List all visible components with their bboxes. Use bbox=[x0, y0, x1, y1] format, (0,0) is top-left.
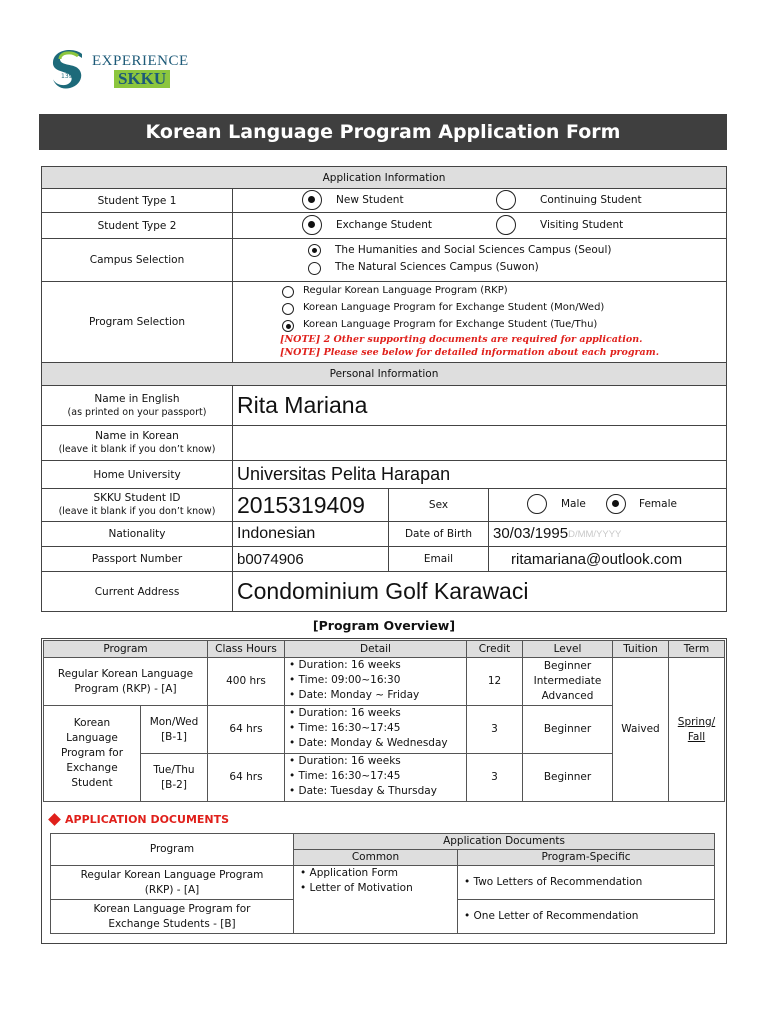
dob-input[interactable] bbox=[488, 521, 727, 547]
tuethu-detail: • Duration: 16 weeks • Time: 16:30~17:45 • Date: Tuesday & Thursday bbox=[284, 753, 467, 802]
home-university-label: Home University bbox=[41, 460, 233, 489]
docs-col-common: Common bbox=[293, 849, 458, 866]
docs-specific-exchange: • One Letter of Recommendation bbox=[457, 899, 715, 934]
nationality-input[interactable]: Indonesian bbox=[232, 521, 389, 547]
tuition-cell: Waived bbox=[612, 657, 669, 802]
col-program: Program bbox=[43, 640, 208, 658]
col-level: Level bbox=[522, 640, 613, 658]
rkp-program-cell: Regular Korean Language Program (RKP) - [A] bbox=[43, 657, 208, 706]
docs-row-rkp: Regular Korean Language Program (RKP) - [A] bbox=[50, 865, 294, 900]
monwed-detail: • Duration: 16 weeks • Time: 16:30~17:45 • Date: Monday & Wednesday bbox=[284, 705, 467, 754]
continuing-student-radio[interactable] bbox=[496, 190, 516, 210]
docs-specific-rkp: • Two Letters of Recommendation bbox=[457, 865, 715, 900]
application-info-header: Application Information bbox=[41, 166, 727, 189]
sex-label: Sex bbox=[388, 488, 489, 522]
rkp-program-label: Regular Korean Language Program (RKP) bbox=[303, 285, 508, 296]
program-note-2: [NOTE] Please see below for detailed information about each program. bbox=[280, 347, 660, 358]
svg-text:1398: 1398 bbox=[61, 73, 77, 80]
continuing-student-label: Continuing Student bbox=[540, 194, 642, 206]
address-label: Current Address bbox=[41, 571, 233, 612]
tuethu-hours: 64 hrs bbox=[207, 753, 285, 802]
tuethu-credit: 3 bbox=[466, 753, 523, 802]
col-detail: Detail bbox=[284, 640, 467, 658]
skku-emblem-icon bbox=[48, 48, 90, 90]
personal-info-header: Personal Information bbox=[41, 362, 727, 386]
passport-input[interactable]: b0074906 bbox=[232, 546, 389, 572]
address-input[interactable]: Condominium Golf Karawaci bbox=[232, 571, 727, 612]
skku-logo bbox=[48, 48, 198, 94]
docs-col-program: Program bbox=[50, 833, 294, 866]
seoul-campus-label: The Humanities and Social Sciences Campus (Seoul) bbox=[335, 244, 612, 256]
female-radio[interactable] bbox=[606, 494, 626, 514]
student-id-label: SKKU Student ID (leave it blank if you don’t know) bbox=[41, 488, 233, 522]
tuethu-program-radio[interactable] bbox=[282, 320, 294, 332]
email-input[interactable]: ritamariana@outlook.com bbox=[488, 546, 727, 572]
dob-placeholder: D/MM/YYYY bbox=[568, 529, 622, 540]
docs-row-exchange: Korean Language Program for Exchange Students - [B] bbox=[50, 899, 294, 934]
home-university-input[interactable]: Universitas Pelita Harapan bbox=[232, 460, 727, 489]
dob-value: 30/03/1995 bbox=[493, 525, 569, 542]
suwon-campus-radio[interactable] bbox=[308, 262, 321, 275]
new-student-label: New Student bbox=[336, 194, 404, 206]
monwed-program-radio[interactable] bbox=[282, 303, 294, 315]
passport-label: Passport Number bbox=[41, 546, 233, 572]
col-term: Term bbox=[668, 640, 725, 658]
docs-col-specific: Program-Specific bbox=[457, 849, 715, 866]
campus-selection-label: Campus Selection bbox=[41, 238, 233, 282]
visiting-student-radio[interactable] bbox=[496, 215, 516, 235]
new-student-radio[interactable] bbox=[302, 190, 322, 210]
rkp-hours: 400 hrs bbox=[207, 657, 285, 706]
monwed-hours: 64 hrs bbox=[207, 705, 285, 754]
student-id-input[interactable]: 2015319409 bbox=[232, 488, 389, 522]
dob-label: Date of Birth bbox=[388, 521, 489, 547]
docs-col-application-documents: Application Documents bbox=[293, 833, 715, 850]
tuethu-level: Beginner bbox=[522, 753, 613, 802]
suwon-campus-label: The Natural Sciences Campus (Suwon) bbox=[335, 261, 539, 273]
col-tuition: Tuition bbox=[612, 640, 669, 658]
logo-text-skku: SKKU bbox=[114, 70, 170, 88]
col-hours: Class Hours bbox=[207, 640, 285, 658]
rkp-credit: 12 bbox=[466, 657, 523, 706]
exchange-program-cell: Korean Language Program for Exchange Student bbox=[43, 705, 141, 802]
form-title: Korean Language Program Application Form bbox=[39, 114, 727, 150]
term-cell: Spring/ Fall bbox=[668, 657, 725, 802]
nationality-label: Nationality bbox=[41, 521, 233, 547]
rkp-level: Beginner Intermediate Advanced bbox=[522, 657, 613, 706]
female-label: Female bbox=[639, 498, 677, 510]
rkp-program-radio[interactable] bbox=[282, 286, 294, 298]
male-radio[interactable] bbox=[527, 494, 547, 514]
program-note-1: [NOTE] 2 Other supporting documents are required for application. bbox=[280, 334, 643, 345]
name-korean-label: Name in Korean (leave it blank if you don’t know) bbox=[41, 425, 233, 461]
name-english-input[interactable]: Rita Mariana bbox=[232, 385, 727, 426]
visiting-student-label: Visiting Student bbox=[540, 219, 624, 231]
program-selection-label: Program Selection bbox=[41, 281, 233, 363]
student-type-2-label: Student Type 2 bbox=[41, 212, 233, 239]
tuethu-day-cell: Tue/Thu [B-2] bbox=[140, 753, 208, 802]
program-overview-title: [Program Overview] bbox=[312, 618, 456, 633]
exchange-student-radio[interactable] bbox=[302, 215, 322, 235]
logo-text-experience: EXPERIENCE bbox=[92, 53, 189, 69]
name-english-label: Name in English (as printed on your passport) bbox=[41, 385, 233, 426]
email-label: Email bbox=[388, 546, 489, 572]
diamond-bullet-icon bbox=[48, 813, 61, 826]
docs-common-cell: • Application Form • Letter of Motivation bbox=[293, 865, 458, 934]
monwed-credit: 3 bbox=[466, 705, 523, 754]
col-credit: Credit bbox=[466, 640, 523, 658]
name-korean-input[interactable] bbox=[232, 425, 727, 461]
rkp-detail: • Duration: 16 weeks • Time: 09:00~16:30 • Date: Monday ~ Friday bbox=[284, 657, 467, 706]
student-type-1-label: Student Type 1 bbox=[41, 188, 233, 213]
tuethu-program-label: Korean Language Program for Exchange Student (Tue/Thu) bbox=[303, 319, 598, 330]
seoul-campus-radio[interactable] bbox=[308, 244, 321, 257]
exchange-student-label: Exchange Student bbox=[336, 219, 432, 231]
monwed-program-label: Korean Language Program for Exchange Student (Mon/Wed) bbox=[303, 302, 605, 313]
male-label: Male bbox=[561, 498, 586, 510]
monwed-day-cell: Mon/Wed [B-1] bbox=[140, 705, 208, 754]
application-documents-heading: APPLICATION DOCUMENTS bbox=[50, 813, 229, 826]
monwed-level: Beginner bbox=[522, 705, 613, 754]
